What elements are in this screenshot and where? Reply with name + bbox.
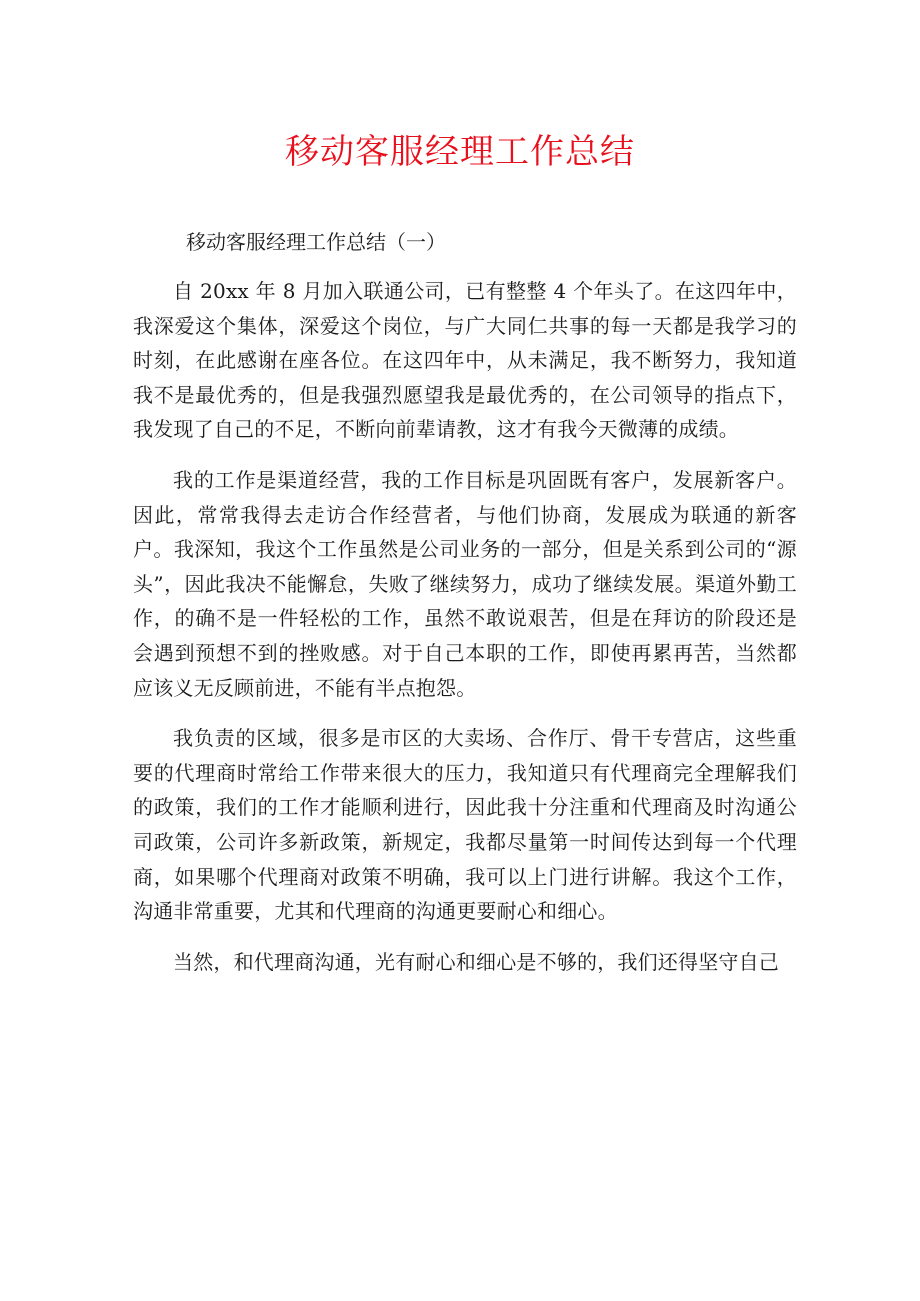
paragraph-4: 当然，和代理商沟通，光有耐心和细心是不够的，我们还得坚守自己 bbox=[173, 949, 779, 974]
section-subtitle: 移动客服经理工作总结（一） bbox=[186, 230, 446, 254]
document-title: 移动客服经理工作总结 bbox=[285, 132, 635, 172]
paragraph-1: 自 20xx 年 8 月加入联通公司，已有整整 4 个年头了。在这四年中，我深爱这个集体，深爱这个岗位，与广大同仁共事的每一天都是我学习的时刻，在此感谢在座各位。在这四年中，从未满足，我不断努力，我知道我不是最优秀的，但是我强烈愿望我是最优秀的，在公司领导的指点下，我发现了自己的不足，不断向前辈请教，这才有我今天微薄的成绩。 bbox=[133, 279, 797, 442]
paragraph-3: 我负责的区域，很多是市区的大卖场、合作厅、骨干专营店，这些重要的代理商时常给工作带来很大的压力，我知道只有代理商完全理解我们的政策，我们的工作才能顺利进行，因此我十分注重和代理商及时沟通公司政策，公司许多新政策，新规定，我都尽量第一时间传达到每一个代理商，如果哪个代理商对政策不明确，我可以上门进行讲解。我这个工作，沟通非常重要，尤其和代理商的沟通更要耐心和细心。 bbox=[133, 726, 797, 924]
paragraph-2: 我的工作是渠道经营，我的工作目标是巩固既有客户，发展新客户。因此，常常我得去走访合作经营者，与他们协商，发展成为联通的新客户。我深知，我这个工作虽然是公司业务的一部分，但是关系到公司的“源头”，因此我决不能懈怠，失败了继续努力，成功了继续发展。渠道外勤工作，的确不是一件轻松的工作，虽然不敢说艰苦，但是在拜访的阶段还是会遇到预想不到的挫败感。对于自己本职的工作，即使再累再苦，当然都应该义无反顾前进，不能有半点抱怨。 bbox=[133, 467, 797, 700]
document-body bbox=[133, 274, 797, 995]
